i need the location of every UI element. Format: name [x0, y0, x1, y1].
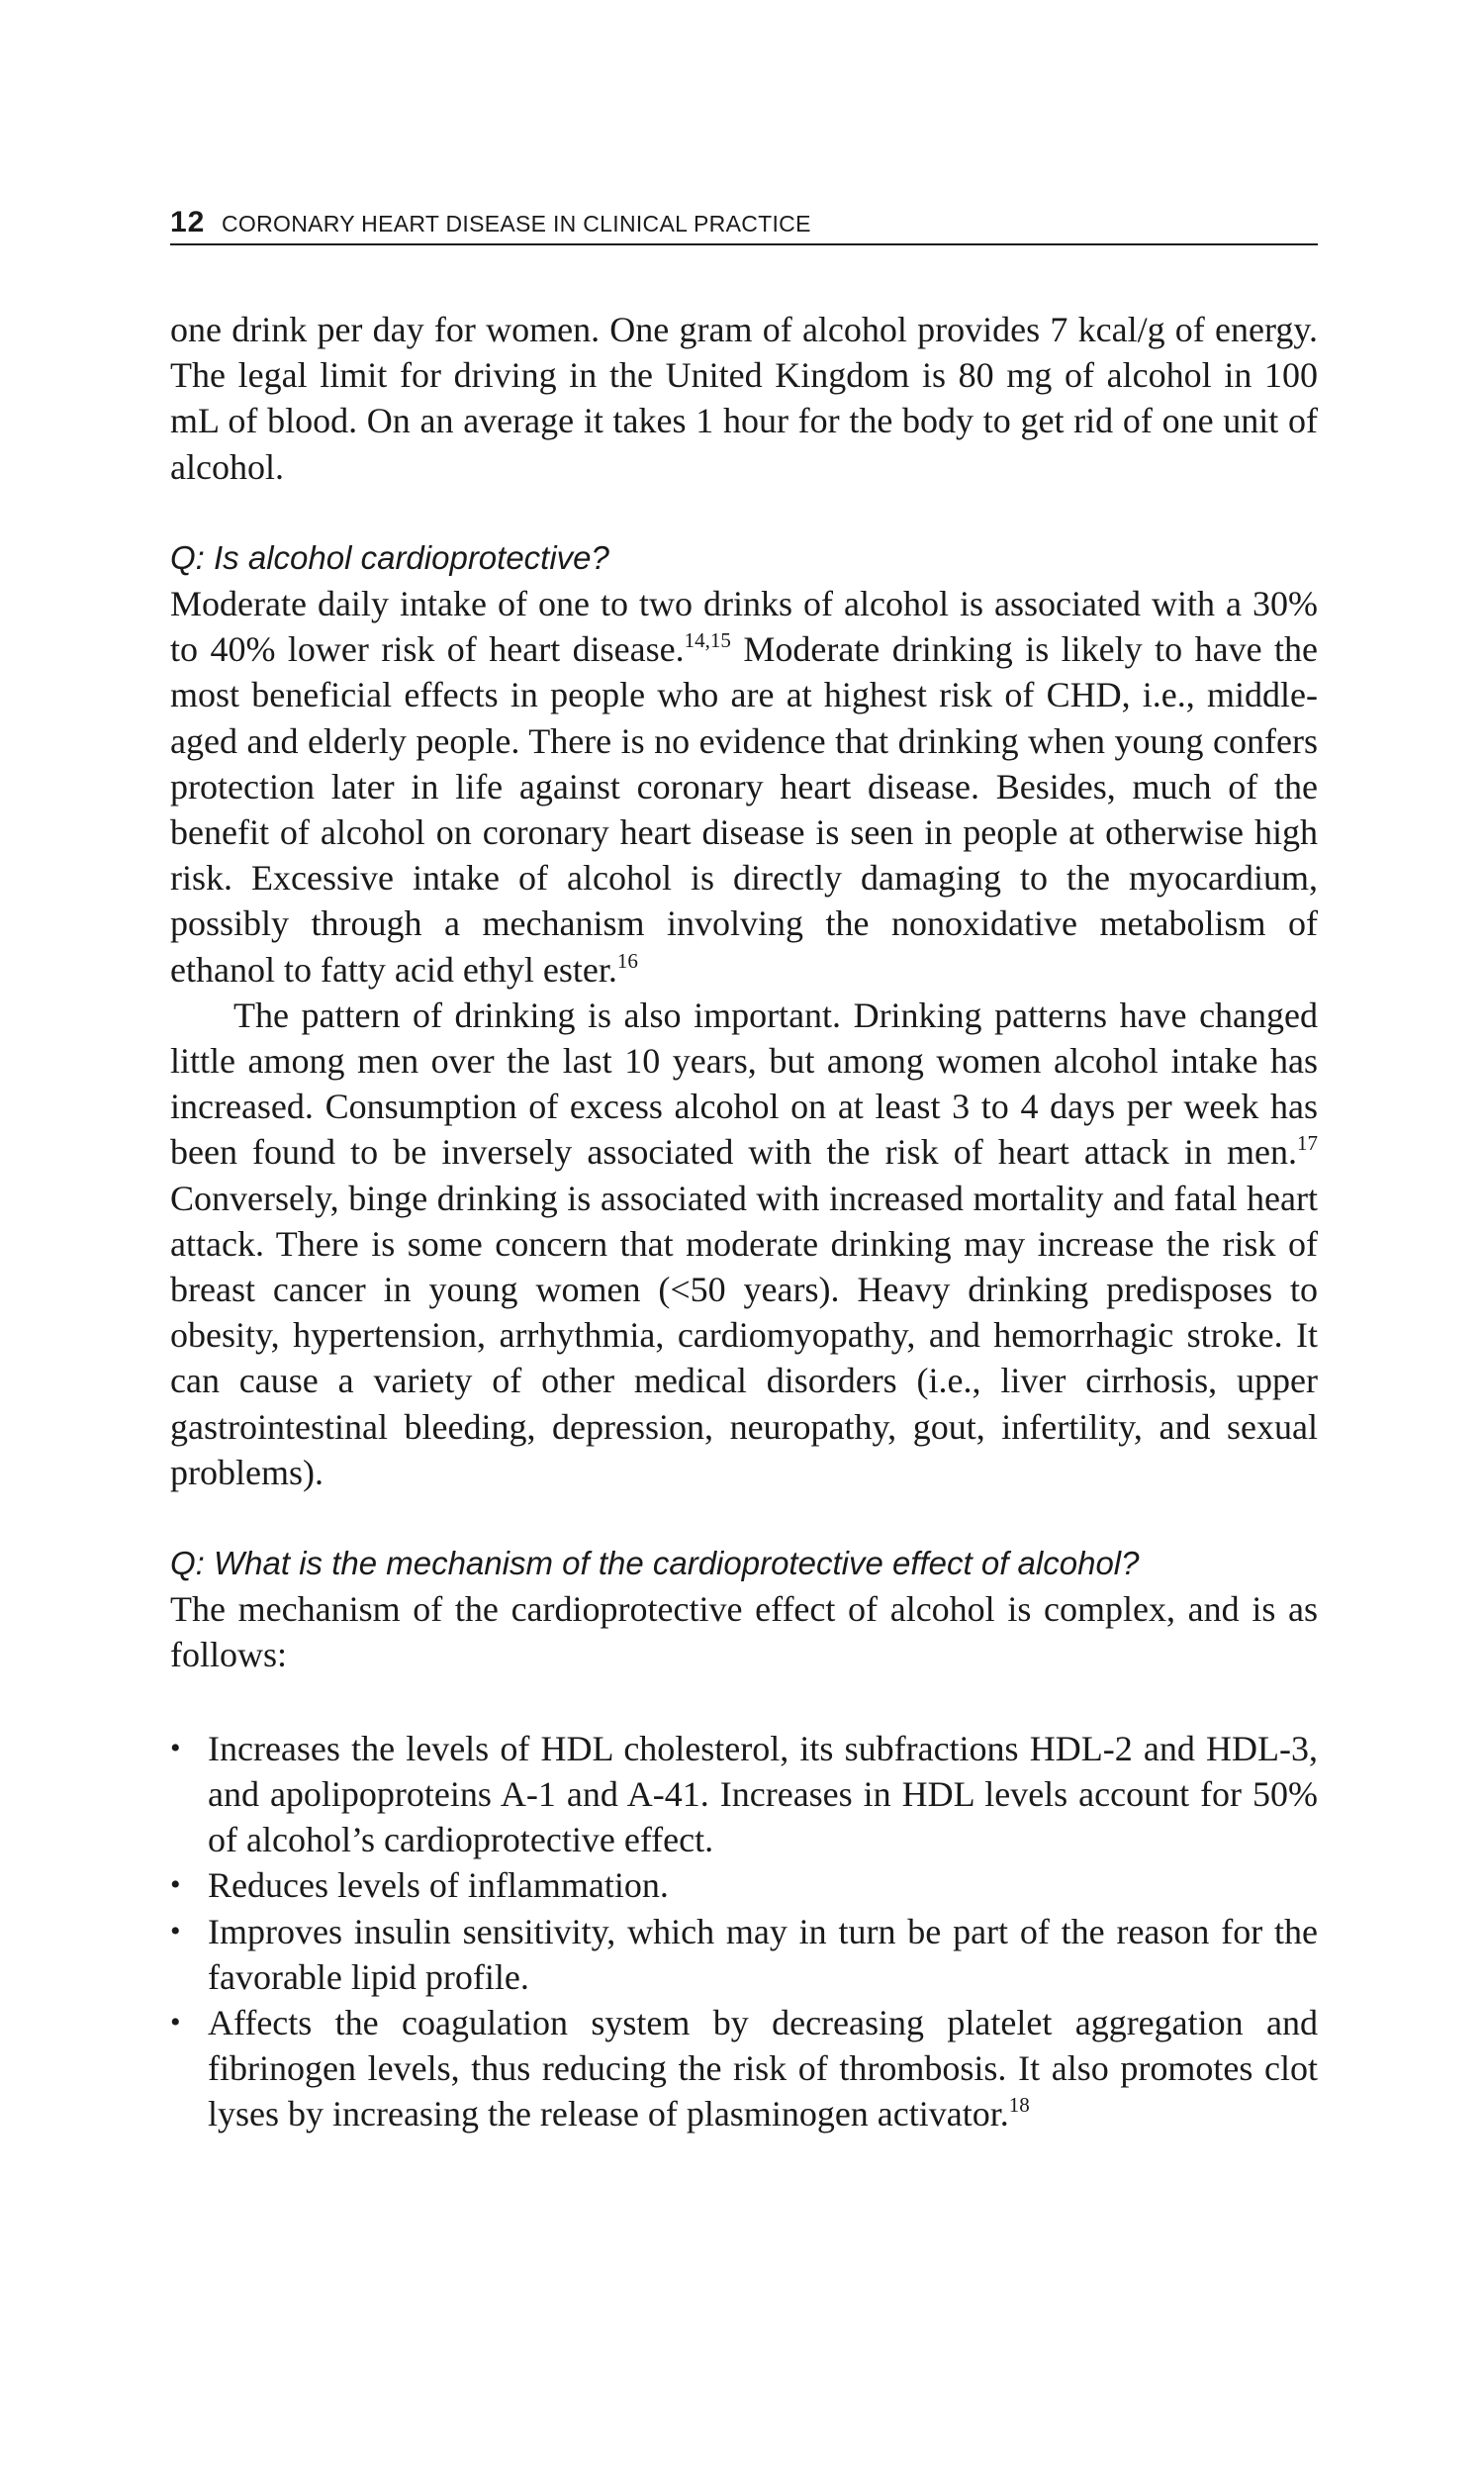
answer-2-text-a: The pattern of drinking is also important. Drinking patterns have changed little among men over the last 10 years, but among women alcohol intake has increased. Consumption of excess alcohol on at least 3 to 4 days per week has been found to be inversely associated with the risk of heart attack in men.: [170, 995, 1318, 1173]
list-item-text: Affects the coagulation system by decreasing platelet aggregation and fibrinogen levels, thus reducing the risk of thrombosis. It also promotes clot lyses by increasing the release of plasminogen activator.: [208, 2002, 1318, 2134]
question-heading-2: Q: What is the mechanism of the cardioprotective effect of alcohol?: [170, 1545, 1140, 1582]
bullet-icon: •: [170, 1731, 181, 1764]
answer-1-text-b: Moderate drinking is likely to have the most beneficial effects in people who are at highest risk of CHD, i.e., middle-aged and elderly people. There is no evidence that drinking when young confers protection later in life against coronary heart disease. Besides, much of the benefit of alcohol on coronary heart disease is seen in people at otherwise high risk. Excessive intake of alcohol is directly damaging to the myocardium, possibly through a mechanism involving the nonoxidative metabolism of ethanol to fatty acid ethyl ester.: [170, 629, 1318, 990]
list-item-text: Increases the levels of HDL cholesterol, its subfractions HDL-2 and HDL-3, and apolipoproteins A-1 and A-41. Increases in HDL levels account for 50% of alcohol’s cardioprotective effect.: [208, 1728, 1318, 1860]
book-page: [170, 206, 1318, 2137]
list-item-text: Reduces levels of inflammation.: [208, 1865, 669, 1906]
list-item: [170, 1862, 1318, 1908]
body-text: [170, 307, 1318, 2137]
bullet-icon: •: [170, 1868, 181, 1902]
running-header: [170, 206, 1318, 245]
bullet-icon: •: [170, 2005, 181, 2039]
list-item: [170, 2000, 1318, 2137]
list-item: [170, 1909, 1318, 2000]
citation-18: 18: [1008, 2093, 1030, 2118]
citation-17: 17: [1297, 1131, 1318, 1156]
answer-paragraph-1: [170, 581, 1318, 993]
citation-14-15: 14,15: [684, 628, 731, 653]
answer-1-text-a: Moderate daily intake of one to two drinks of alcohol is associated with a 30% to 40% lower risk of heart disease.: [170, 584, 1318, 670]
list-item: [170, 1726, 1318, 1863]
question-heading-1: Q: Is alcohol cardioprotective?: [170, 538, 609, 576]
bullet-icon: •: [170, 1914, 181, 1947]
page-number: 12: [170, 206, 206, 238]
mechanism-list: [170, 1726, 1318, 2137]
answer-2-text-b: Conversely, binge drinking is associated with increased mortality and fatal heart attack. There is some concern that moderate drinking may increase the risk of breast cancer in young women (<50 years). Heavy drinking predisposes to obesity, hypertension, arrhythmia, cardiomyopathy, and hemorrhagic stroke. It can cause a variety of other medical disorders (i.e., liver cirrhosis, upper gastrointestinal bleeding, depression, neuropathy, gout, infertility, and sexual problems).: [170, 1178, 1318, 1492]
running-header-title: CORONARY HEART DISEASE IN CLINICAL PRACTICE: [222, 211, 811, 237]
citation-16: 16: [616, 948, 638, 973]
answer-paragraph-2: [170, 993, 1318, 1495]
intro-paragraph: one drink per day for women. One gram of alcohol provides 7 kcal/g of energy. The legal limit for driving in the United Kingdom is 80 mg of alcohol in 100 mL of blood. On an average it takes 1 hour for the body to get rid of one unit of alcohol.: [170, 310, 1318, 487]
mechanism-intro: The mechanism of the cardioprotective effect of alcohol is complex, and is as follows:: [170, 1589, 1318, 1675]
list-item-text: Improves insulin sensitivity, which may in turn be part of the reason for the favorable lipid profile.: [208, 1911, 1318, 1997]
